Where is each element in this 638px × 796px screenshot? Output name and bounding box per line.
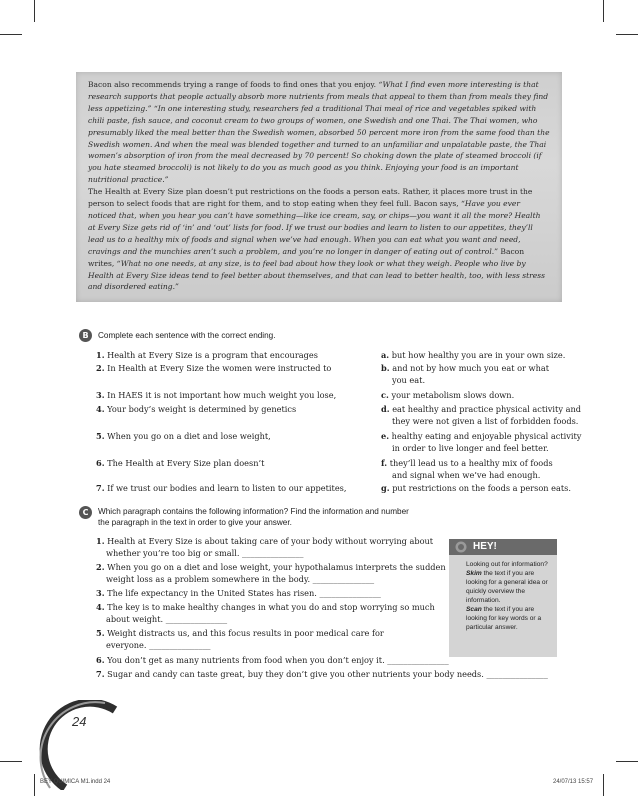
exercise-c-item-6 [96, 654, 449, 666]
item-text: Health at Every Size is a program that encourages [107, 350, 318, 360]
item-text: You don’t get as many nutrients from food when you don’t enjoy it. _______________ [107, 655, 449, 665]
item-text: When you go on a diet and lose weight, your hypothalamus interprets the sudden [107, 562, 446, 572]
crop-mark [603, 774, 604, 796]
item-text: Your body’s weight is determined by genetics [107, 404, 297, 414]
exercise-c-item-3 [96, 587, 381, 599]
hey-scan-word: Scan [466, 606, 482, 613]
exercise-b-item-6 [96, 457, 264, 469]
exercise-b-item-7 [96, 482, 346, 494]
item-text: weight loss as a problem somewhere in the body. _______________ [106, 574, 375, 584]
footer-date: 24/07/13 15:57 [553, 779, 594, 785]
exercise-b-item-3 [96, 389, 336, 401]
item-number: 6. [96, 655, 105, 665]
item-text: Sugar and candy can taste great, buy they don’t give you other nutrients your body needs. _______________ [107, 669, 548, 679]
item-number: 7. [96, 669, 105, 679]
answer-text: put restrictions on the foods a person eats. [392, 483, 571, 493]
hey-skim-text: the text if you are looking for a general idea or quickly overview the information. [466, 570, 548, 604]
hey-tip-body [466, 560, 554, 632]
footer-file: BEY QUIMICA M1.indd 24 [40, 779, 111, 785]
exercise-b-answer-a [381, 349, 565, 361]
instruction-line: the paragraph in the text in order to give your answer. [98, 518, 292, 527]
reading-text-span: The Health at Every Size plan doesn’t put restrictions on the foods a person eats. Rather, it places more trust in the person to select foods that are right for them, and to stop eating when they feel full. Bacon says, [88, 187, 533, 209]
page-number: 24 [72, 714, 87, 729]
answer-letter: f. [381, 458, 388, 468]
reading-quote: “Have you ever noticed that, when you hear you can’t have something—like ice cream, say, or chips—you want it all the more? Health at Every Size gets rid of ‘in’ and ‘out’ lists for food. If we trust our bodies and learn to listen to our appetites, they’ll lead us to a healthy mix of foods and signal when we’ve had enough. When you can eat what you want and need, cravings and the munchies aren’t such a problem, and you’re no longer in danger of eating out of control.” [88, 199, 541, 256]
answer-text: they were not given a list of forbidden foods. [392, 416, 579, 426]
answer-text: and signal when we’ve had enough. [392, 470, 541, 480]
item-number: 3. [96, 588, 105, 598]
exercise-c-item-1 [96, 535, 433, 559]
item-text: When you go on a diet and lose weight, [107, 431, 271, 441]
item-text: In Health at Every Size the women were instructed to [107, 363, 332, 373]
hey-skim [466, 569, 554, 605]
answer-text: your metabolism slows down. [391, 390, 515, 400]
exercise-b-item-5 [96, 430, 271, 442]
item-number: 5. [96, 628, 105, 638]
item-number: 4. [96, 404, 105, 414]
crop-mark [0, 761, 22, 762]
reading-paragraph-2 [88, 186, 550, 293]
item-number: 1. [96, 536, 105, 546]
answer-letter: g. [381, 483, 390, 493]
item-number: 5. [96, 431, 105, 441]
item-number: 7. [96, 483, 105, 493]
item-number: 4. [96, 602, 105, 612]
answer-text: and not by how much you eat or what [392, 363, 550, 373]
item-text: In HAES it is not important how much weight you lose, [107, 390, 337, 400]
item-text: The Health at Every Size plan doesn’t [107, 458, 265, 468]
crop-mark [603, 0, 604, 22]
item-number: 6. [96, 458, 105, 468]
crop-mark [616, 761, 638, 762]
reading-text-span: Bacon also recommends trying a range of foods to find ones that you enjoy. [88, 80, 379, 89]
exercise-c-item-7 [96, 668, 548, 680]
answer-letter: d. [381, 404, 390, 414]
answer-text: eat healthy and practice physical activity and [392, 404, 581, 414]
exercise-b-answer-d [381, 403, 581, 427]
reading-text [88, 79, 550, 293]
answer-text: you eat. [392, 375, 426, 385]
hey-tip-header [449, 539, 557, 555]
exercise-b-answer-e [381, 430, 581, 454]
reading-quote: “What no one needs, at any size, is to feel bad about how they look or what they weigh. People who live by Health at Every Size ideas tend to feel better about themselves, and that can lead to better health, too, with less stress and disordered eating.” [88, 258, 545, 292]
item-text: If we trust our bodies and learn to listen to our appetites, [107, 483, 347, 493]
answer-letter: a. [381, 350, 390, 360]
answer-letter: c. [381, 390, 389, 400]
exercise-b-answer-g [381, 482, 571, 494]
crop-mark [34, 0, 35, 22]
hey-intro: Looking out for information? [466, 561, 548, 568]
exercise-b-item-1 [96, 349, 318, 361]
exercise-c-item-2 [96, 561, 446, 585]
answer-text: but how healthy you are in your own size. [391, 350, 566, 360]
item-number: 1. [96, 350, 105, 360]
exercise-c-instruction [98, 506, 409, 528]
hey-tip-title: HEY! [473, 541, 497, 552]
exercise-c-item-5 [96, 627, 384, 651]
instruction-line: Which paragraph contains the following information? Find the information and number [98, 507, 409, 516]
reading-quote: “What I find even more interesting is that research supports that people actually absorb more nutrients from meals that appeal to them than from meals they find less appetizing.” “In one interesting study, researchers fed a traditional Thai meal of rice and vegetables spiked with chili paste, fish sauce, and coconut cream to two groups of women, one Swedish and one Thai. The Thai women, who presumably liked the meal better than the Swedish women, absorbed 50 percent more iron from the same food than the Swedish women. And when the meal was blended together and turned to an unfamiliar and unpalatable paste, the Thai women’s absorption of iron from the meal decreased by 70 percent! So choking down the plate of steamed broccoli (if you hate steamed broccoli) is not likely to do you as much good as you think. Enjoying your food is an important nutritional practice.” [88, 80, 550, 185]
reading-text-span: Bacon writes, [88, 246, 525, 268]
crop-mark [0, 34, 22, 35]
exercise-b-item-4 [96, 403, 296, 415]
exercise-b-answer-b [381, 362, 549, 386]
hey-scan-text: the text if you are looking for key words or a particular answer. [466, 606, 542, 631]
hey-tip-box [449, 539, 557, 657]
answer-text: healthy eating and enjoyable physical activity [391, 431, 582, 441]
item-number: 2. [96, 562, 105, 572]
item-text: everyone. _______________ [106, 640, 211, 650]
answer-text: they’ll lead us to a healthy mix of foods [389, 458, 553, 468]
hey-scan [466, 605, 554, 632]
item-text: whether you’re too big or small. _______________ [106, 548, 304, 558]
hey-icon [455, 541, 467, 553]
item-text: Health at Every Size is about taking care of your body without worrying about [107, 536, 434, 546]
item-text: about weight. _______________ [106, 614, 228, 624]
exercise-b-answer-c [381, 389, 514, 401]
item-number: 2. [96, 363, 105, 373]
item-number: 3. [96, 390, 105, 400]
exercise-c-item-4 [96, 601, 435, 625]
hey-skim-word: Skim [466, 570, 482, 577]
exercise-b-answer-f [381, 457, 553, 481]
answer-letter: e. [381, 431, 390, 441]
exercise-b-item-2 [96, 362, 331, 374]
answer-letter: b. [381, 363, 390, 373]
item-text: The life expectancy in the United States has risen. _______________ [107, 588, 381, 598]
exercise-b-instruction: Complete each sentence with the correct ending. [98, 331, 276, 340]
answer-text: in order to live longer and feel better. [392, 443, 549, 453]
crop-mark [616, 34, 638, 35]
exercise-b-badge: B [79, 329, 92, 342]
item-text: The key is to make healthy changes in what you do and stop worrying so much [107, 602, 435, 612]
item-text: Weight distracts us, and this focus results in poor medical care for [107, 628, 384, 638]
reading-passage-box [76, 72, 562, 302]
reading-paragraph-1 [88, 79, 550, 186]
exercise-c-badge: C [79, 506, 92, 519]
